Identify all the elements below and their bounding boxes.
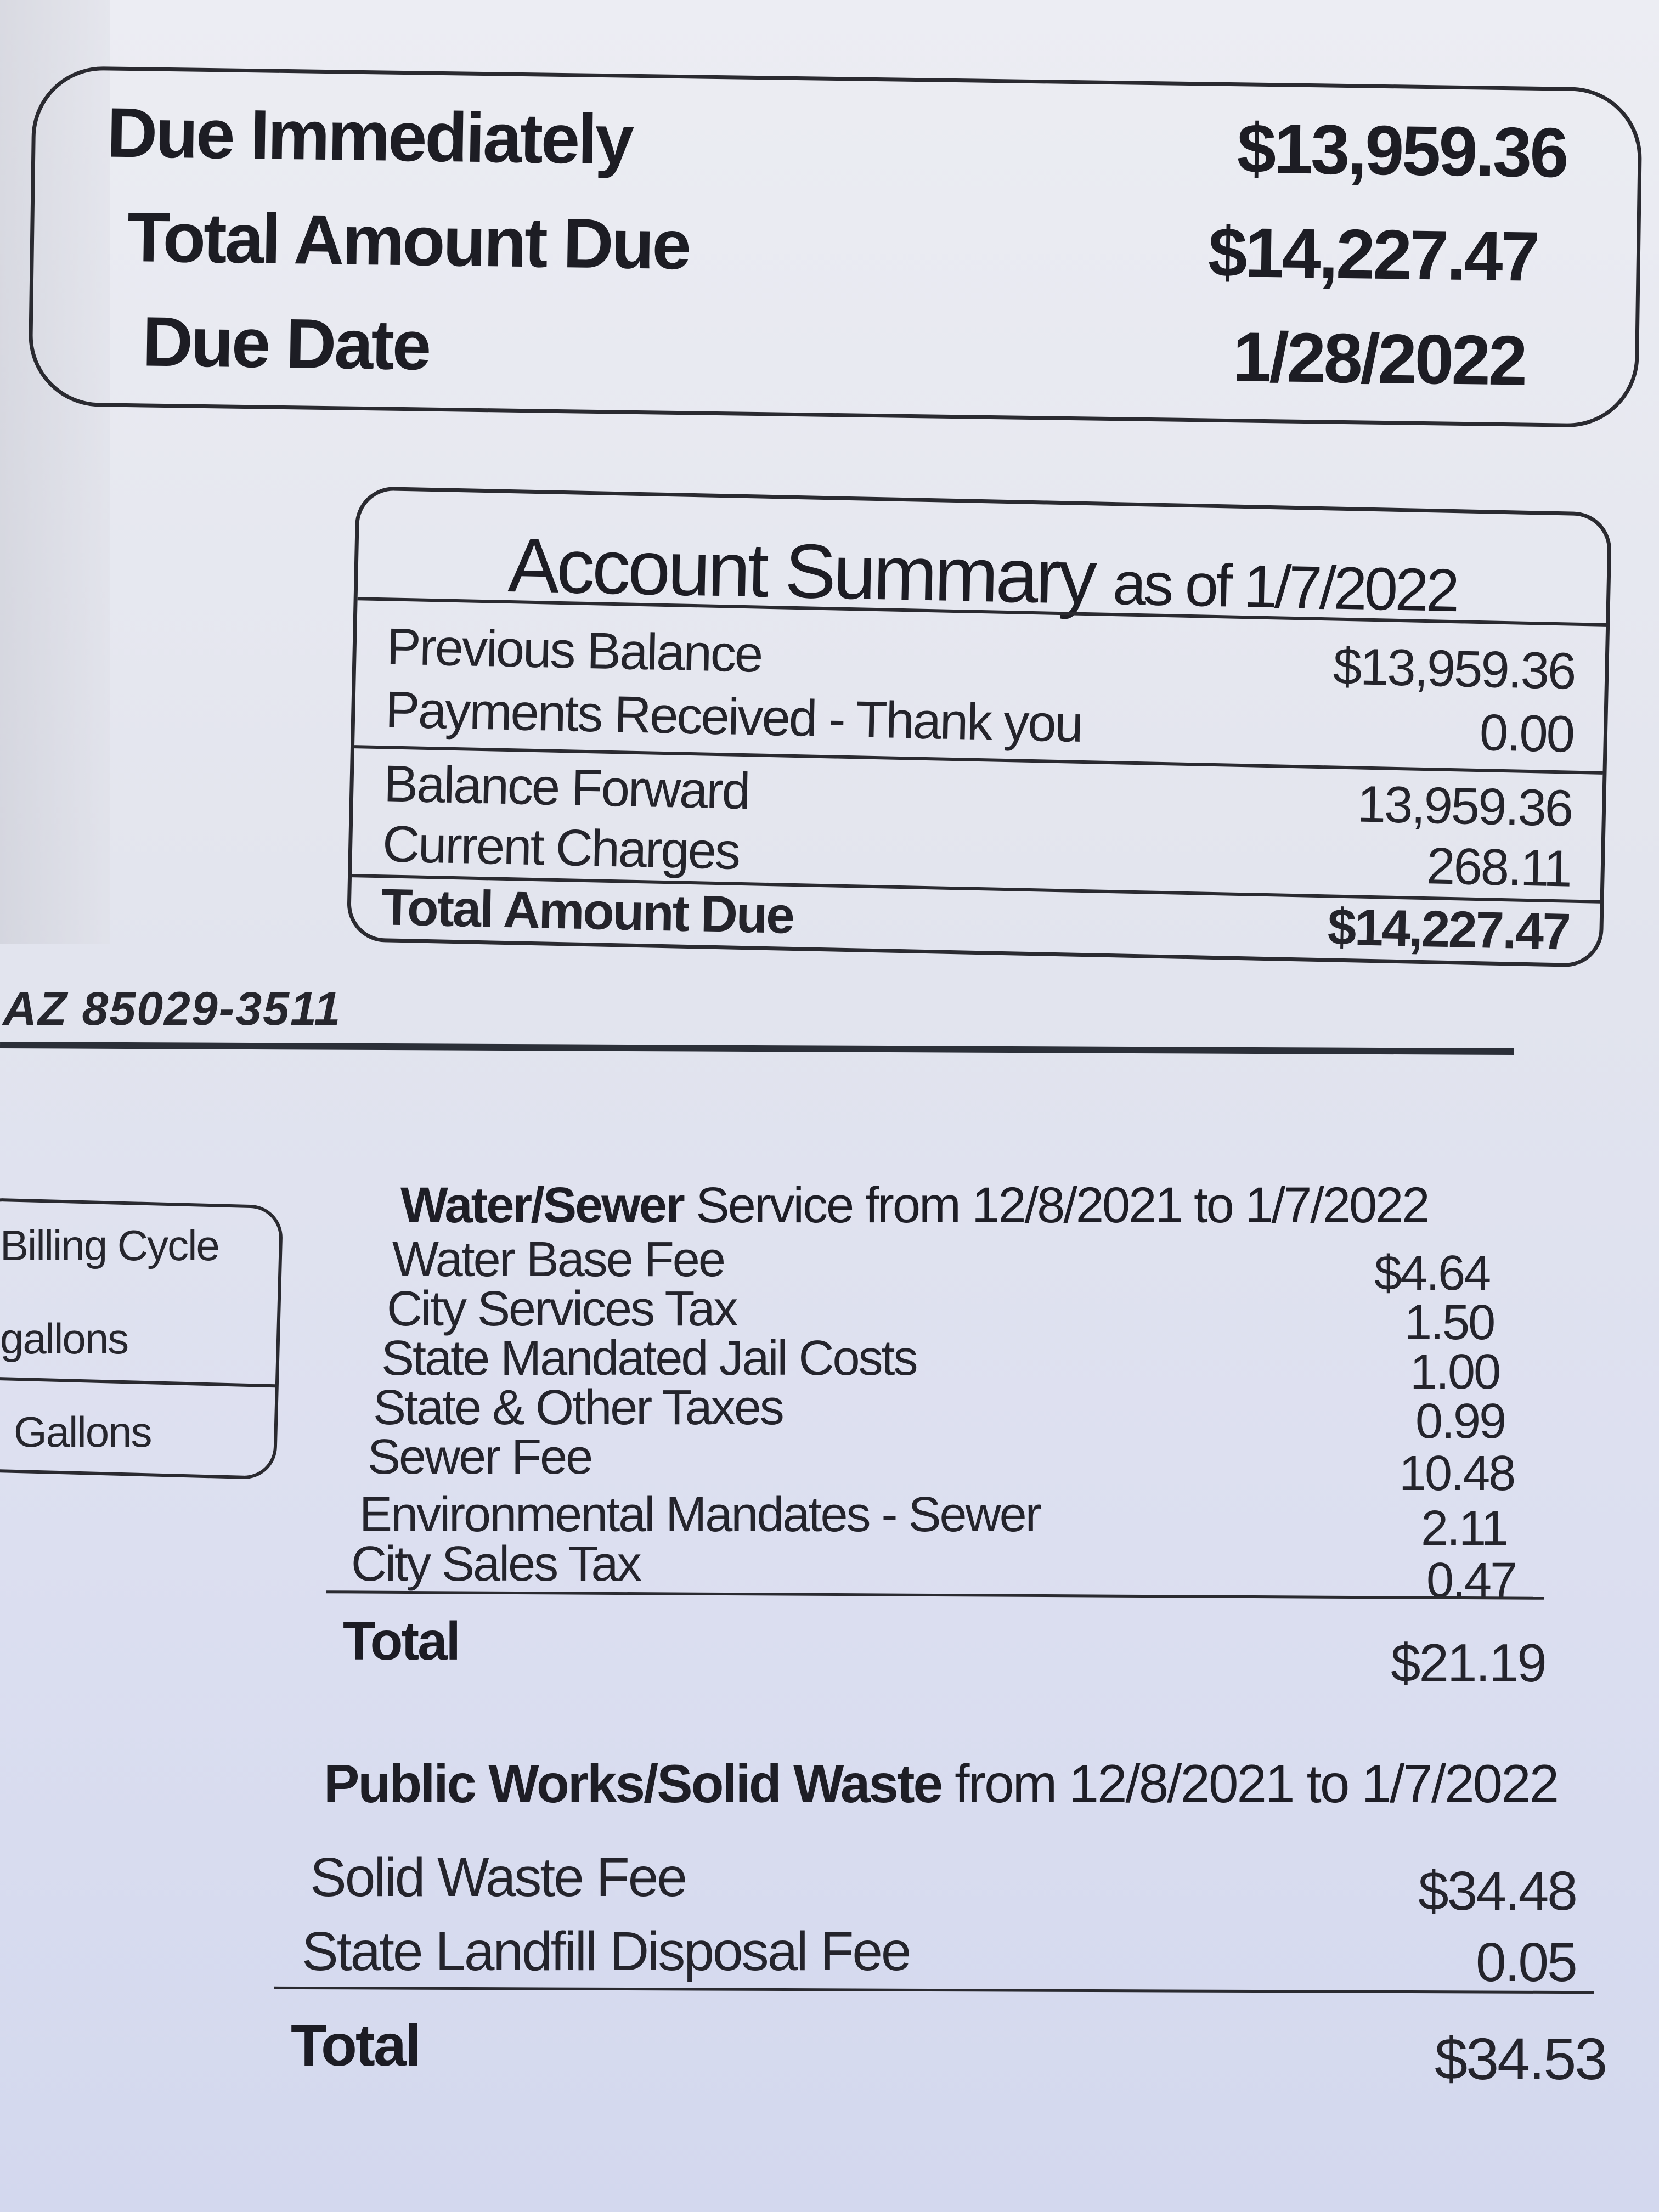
billing-cycle-gallons-total: Gallons xyxy=(14,1408,151,1456)
summary-row-label: Balance Forward xyxy=(383,754,750,820)
water-item-value: 0.47 xyxy=(1426,1553,1516,1608)
summary-row-value: 13,959.36 xyxy=(1356,775,1573,837)
summary-row-value: 0.00 xyxy=(1479,703,1575,763)
solid-waste-item-value: $34.48 xyxy=(1418,1860,1576,1922)
solid-waste-total-label: Total xyxy=(291,2012,420,2078)
summary-row-label: Previous Balance xyxy=(386,617,763,683)
water-sewer-heading xyxy=(400,1177,1429,1234)
water-total-rule xyxy=(326,1590,1544,1600)
solid-waste-total-value: $34.53 xyxy=(1435,2025,1606,2092)
water-item-value: 10.48 xyxy=(1399,1446,1515,1501)
solid-waste-item-value: 0.05 xyxy=(1476,1932,1576,1993)
account-summary-box xyxy=(347,486,1612,968)
due-date-label: Due Date xyxy=(142,302,430,385)
due-date-value: 1/28/2022 xyxy=(1232,318,1526,400)
total-due-row xyxy=(127,197,1538,304)
water-item-label: State & Other Taxes xyxy=(373,1380,783,1435)
water-item-value: 0.99 xyxy=(1415,1394,1505,1449)
water-item-value: 2.11 xyxy=(1421,1501,1507,1556)
summary-row-value: 268.11 xyxy=(1426,837,1571,898)
amount-due-box xyxy=(28,66,1643,428)
solid-waste-heading xyxy=(324,1753,1558,1815)
summary-row-label: Payments Received - Thank you xyxy=(385,680,1082,753)
water-item-label: City Services Tax xyxy=(387,1282,737,1336)
water-item-value: $4.64 xyxy=(1374,1246,1490,1301)
billing-cycle-label: Billing Cycle xyxy=(0,1221,219,1269)
water-item-label: City Sales Tax xyxy=(351,1537,640,1592)
water-sewer-heading-bold: Water/Sewer xyxy=(400,1177,684,1233)
billing-cycle-divider xyxy=(0,1376,275,1388)
solid-waste-item-label: State Landfill Disposal Fee xyxy=(302,1921,910,1982)
water-total-label: Total xyxy=(343,1611,459,1671)
summary-total-label: Total Amount Due xyxy=(380,878,794,944)
due-immediately-row xyxy=(106,92,1567,200)
account-summary-date: as of 1/7/2022 xyxy=(1111,550,1458,625)
water-item-label: Sewer Fee xyxy=(368,1430,592,1485)
solid-waste-total-rule xyxy=(274,1987,1594,1994)
water-item-value: 1.50 xyxy=(1404,1295,1494,1350)
water-item-value: 1.00 xyxy=(1410,1345,1500,1400)
water-item-label: Environmental Mandates - Sewer xyxy=(359,1487,1040,1542)
solid-waste-item-label: Solid Waste Fee xyxy=(310,1847,686,1908)
account-summary-title xyxy=(357,517,1607,633)
due-immediately-label: Due Immediately xyxy=(106,93,633,179)
summary-total-value: $14,227.47 xyxy=(1327,898,1570,961)
due-date-row xyxy=(142,301,1526,408)
water-total-value: $21.19 xyxy=(1391,1633,1545,1693)
summary-row-label: Current Charges xyxy=(382,815,740,880)
total-due-value: $14,227.47 xyxy=(1207,213,1538,296)
solid-waste-heading-bold: Public Works/Solid Waste xyxy=(324,1753,942,1814)
water-item-label: State Mandated Jail Costs xyxy=(381,1331,917,1386)
due-immediately-value: $13,959.36 xyxy=(1236,109,1567,193)
water-item-label: Water Base Fee xyxy=(392,1232,724,1287)
solid-waste-heading-dates: from 12/8/2021 to 1/7/2022 xyxy=(941,1753,1558,1814)
water-sewer-heading-dates: Service from 12/8/2021 to 1/7/2022 xyxy=(683,1177,1429,1233)
billing-cycle-gallons: gallons xyxy=(0,1314,128,1363)
summary-row-value: $13,959.36 xyxy=(1332,637,1576,700)
section-divider xyxy=(0,1042,1514,1055)
address-zip-line: AZ 85029-3511 xyxy=(3,983,342,1035)
total-due-label: Total Amount Due xyxy=(127,198,690,285)
account-summary-heading: Account Summary xyxy=(507,521,1096,620)
